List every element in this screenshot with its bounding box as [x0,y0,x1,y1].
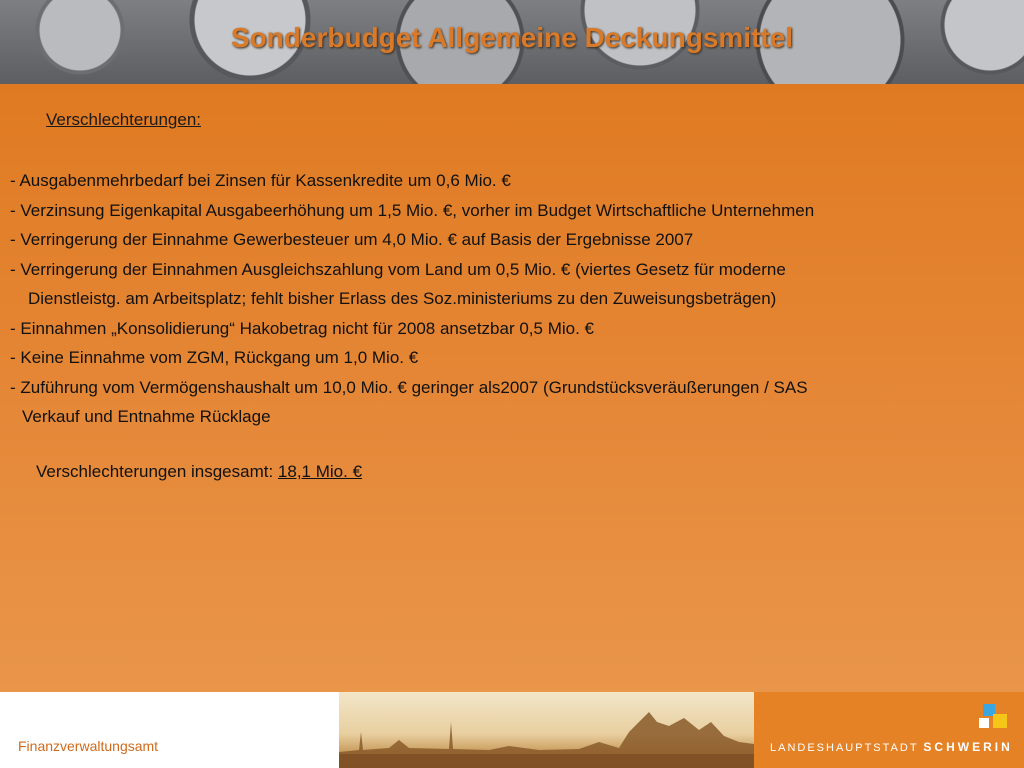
brand-wordmark [770,740,1013,754]
total-value: 18,1 Mio. € [277,462,363,481]
list-item: - Keine Einnahme vom ZGM, Rückgang um 1,0 Mio. € [10,348,419,367]
list-item-continuation: Verkauf und Entnahme Rücklage [22,407,271,426]
brand-prefix: LANDESHAUPTSTADT [770,742,919,754]
slide-title: Sonderbudget Allgemeine Deckungsmittel [230,22,794,53]
brand-name: SCHWERIN [923,740,1013,754]
list-item-continuation: Dienstleistg. am Arbeitsplatz; fehlt bisher Erlass des Soz.ministeriums zu den Zuweisungsbeträgen) [28,289,777,308]
list-item: - Zuführung vom Vermögenshaushalt um 10,0 Mio. € geringer als2007 (Grundstücksveräußerungen / SAS [10,377,808,397]
list-item: - Verringerung der Einnahmen Ausgleichszahlung vom Land um 0,5 Mio. € (viertes Gesetz für moderne [10,259,786,279]
department-name: Finanzverwaltungsamt [18,738,159,754]
total-label: Verschlechterungen insgesamt: [36,462,278,481]
header-coins-banner [0,0,1024,84]
list-item: - Einnahmen „Konsolidierung“ Hakobetrag nicht für 2008 ansetzbar 0,5 Mio. € [10,318,595,338]
list-item: - Verzinsung Eigenkapital Ausgabeerhöhung um 1,5 Mio. €, vorher im Budget Wirtschaftliche Unternehmen [10,200,815,220]
list-item: - Ausgabenmehrbedarf bei Zinsen für Kassenkredite um 0,6 Mio. € [10,171,511,190]
item-list [10,166,814,432]
section-heading: Verschlechterungen: [46,110,201,129]
city-logo-icon [979,704,1009,734]
list-item: - Verringerung der Einnahme Gewerbesteuer um 4,0 Mio. € auf Basis der Ergebnisse 2007 [10,230,694,249]
total-summary [36,462,362,482]
content-area [0,84,1024,692]
brand-panel [754,692,1024,768]
footer-city-photo [339,692,754,768]
footer-department-panel [0,692,339,768]
city-skyline-image [339,692,754,768]
